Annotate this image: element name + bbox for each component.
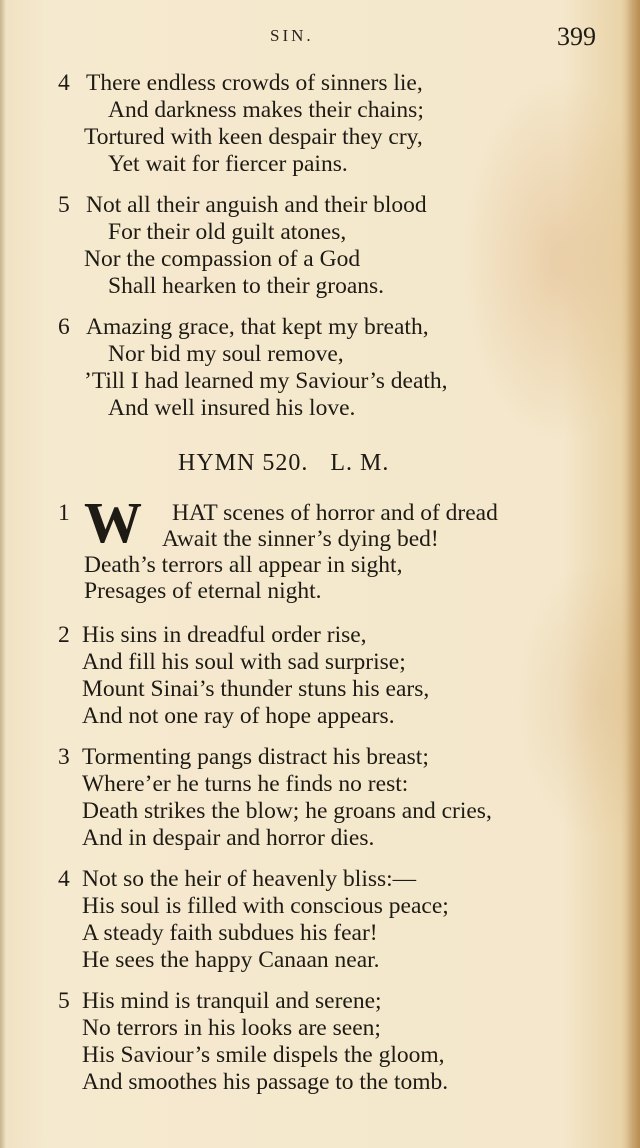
verse-line: For their old guilt atones, bbox=[108, 219, 347, 245]
verse-line: Nor bid my soul remove, bbox=[108, 341, 344, 367]
stanza-number: 4 bbox=[58, 866, 70, 892]
verse-line: No terrors in his looks are seen; bbox=[82, 1015, 381, 1041]
prev-hymn-stanza-4 bbox=[58, 70, 424, 178]
verse-line: Yet wait for fiercer pains. bbox=[108, 151, 348, 177]
verse-line: ’Till I had learned my Saviour’s death, bbox=[84, 368, 448, 394]
verse-line: Tormenting pangs distract his breast; bbox=[82, 744, 429, 770]
prev-hymn-stanza-5 bbox=[58, 192, 427, 300]
stanza-number: 6 bbox=[58, 314, 70, 340]
verse-line: And fill his soul with sad surprise; bbox=[82, 649, 406, 675]
verse-line: And well insured his love. bbox=[108, 395, 356, 421]
verse-line: His mind is tranquil and serene; bbox=[82, 988, 382, 1014]
stanza-number: 5 bbox=[58, 988, 70, 1014]
verse-line: And not one ray of hope appears. bbox=[82, 703, 395, 729]
verse-line: Shall hearken to their groans. bbox=[108, 273, 385, 299]
verse-line: Not so the heir of heavenly bliss:— bbox=[82, 866, 417, 892]
verse-line: Where’er he turns he finds no rest: bbox=[82, 771, 409, 797]
drop-cap: W bbox=[84, 490, 138, 555]
running-head: SIN. bbox=[270, 26, 314, 45]
verse-line: His sins in dreadful order rise, bbox=[82, 622, 367, 648]
verse-line: There endless crowds of sinners lie, bbox=[86, 70, 423, 96]
hymn-stanza-5 bbox=[58, 988, 448, 1096]
verse-line: Mount Sinai’s thunder stuns his ears, bbox=[82, 676, 430, 702]
stanza-number: 3 bbox=[58, 744, 70, 770]
hymn-stanza-1 bbox=[58, 490, 498, 604]
verse-line: Death strikes the blow; he groans and cries, bbox=[82, 798, 492, 824]
verse-line: Death’s terrors all appear in sight, bbox=[84, 552, 403, 578]
stanza-number: 4 bbox=[58, 70, 70, 96]
hymn-stanza-2 bbox=[58, 622, 429, 730]
page-edge-shadow bbox=[626, 0, 640, 1148]
hymn-heading bbox=[178, 450, 389, 477]
verse-line: He sees the happy Canaan near. bbox=[82, 947, 380, 973]
verse-line: Amazing grace, that kept my breath, bbox=[86, 314, 429, 340]
prev-hymn-stanza-6 bbox=[58, 314, 448, 422]
verse-line: And in despair and horror dies. bbox=[82, 825, 375, 851]
verse-line: His soul is filled with conscious peace; bbox=[82, 893, 449, 919]
verse-line: Nor the compassion of a God bbox=[84, 246, 361, 272]
verse-line: Not all their anguish and their blood bbox=[86, 192, 427, 218]
hymn-number: HYMN 520. bbox=[178, 450, 309, 476]
verse-line: And smoothes his passage to the tomb. bbox=[82, 1069, 449, 1095]
stanza-number: 2 bbox=[58, 622, 70, 648]
hymn-meter: L. M. bbox=[330, 450, 390, 476]
hymn-stanza-3 bbox=[58, 744, 492, 852]
stanza-number: 5 bbox=[58, 192, 70, 218]
verse-line: Await the sinner’s dying bed! bbox=[162, 526, 439, 552]
verse-line: And darkness makes their chains; bbox=[108, 97, 424, 123]
verse-line: Presages of eternal night. bbox=[84, 578, 322, 604]
verse-line: A steady faith subdues his fear! bbox=[82, 920, 378, 946]
page-number: 399 bbox=[557, 22, 596, 51]
hymn-stanza-4 bbox=[58, 866, 449, 974]
verse-line: His Saviour’s smile dispels the gloom, bbox=[82, 1042, 445, 1068]
verse-line: Tortured with keen despair they cry, bbox=[84, 124, 423, 150]
stanza-number: 1 bbox=[58, 500, 70, 526]
verse-line: HAT scenes of horror and of dread bbox=[172, 500, 498, 526]
page-gutter-shadow bbox=[0, 0, 6, 1148]
